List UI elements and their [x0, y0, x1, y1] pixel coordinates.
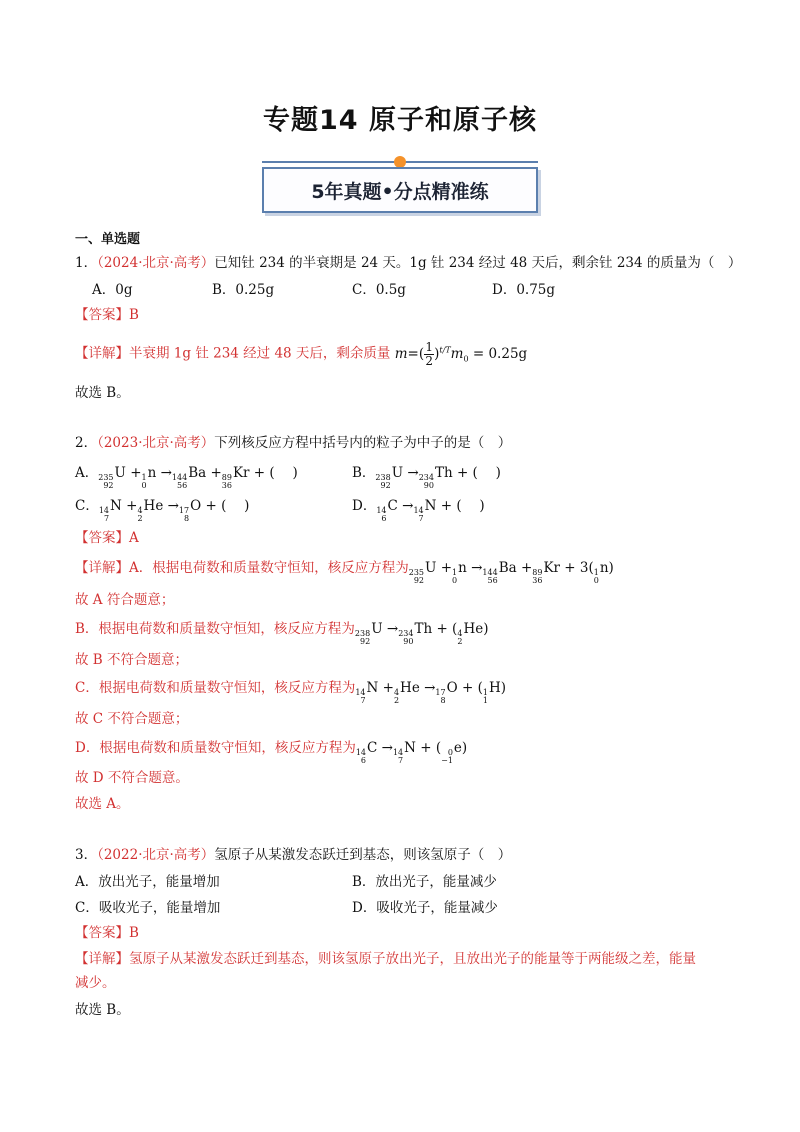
banner-label: 5年真题•分点精准练: [262, 167, 538, 213]
half-life-formula: m=( $\frac{1}{2}$ )$^{t/T}m_0 = 0.25g$: [394, 339, 528, 368]
detail-b-result: 故 B 不符合题意；: [75, 652, 189, 668]
option-a: A．0g: [92, 282, 133, 298]
answer: 【答案】A: [75, 530, 139, 546]
conclusion: 故选 B。: [75, 385, 130, 401]
question-number: 2．: [75, 435, 98, 451]
question-number: 1．: [75, 255, 98, 271]
option-b: B． 238 92 U → 234 90 Th + ( ): [352, 465, 501, 490]
detail-b: B．根据电荷数和质量数守恒知，核反应方程为 238 92 U → 234 90 Th + ( 4 2 He): [75, 621, 489, 646]
option-d: D．0.75g: [492, 282, 556, 298]
option-c: C．0.5g: [352, 282, 406, 298]
answer: 【答案】B: [75, 307, 139, 323]
option-b: B．0.25g: [212, 282, 275, 298]
section-title: 一、单选题: [75, 232, 141, 247]
option-a: A． 235 92 U + 1 0 n → 144 56 Ba + 89 36 Kr + ( ): [75, 465, 298, 490]
option-a: A．放出光子，能量增加: [75, 874, 220, 890]
detail-a: 【详解】A．根据电荷数和质量数守恒知，核反应方程为 235 92 U + 1 0 n → 144 56 Ba + 89 36 Kr + 3( 1 0 n): [75, 560, 614, 585]
option-c: C．吸收光子，能量增加: [75, 900, 221, 916]
option-c: C． 14 7 N + 4 2 He → 17 8 O + ( ): [75, 498, 250, 523]
question-number: 3．: [75, 847, 98, 863]
detail-text: 【详解】半衰期 1g 钍 234 经过 48 天后，剩余质量: [75, 345, 391, 362]
detail-c-result: 故 C 不符合题意；: [75, 711, 189, 727]
question-stem: 氢原子从某激发态跃迁到基态，则该氢原子（ ）: [214, 847, 512, 863]
option-d: D． 14 6 C → 14 7 N + ( ): [352, 498, 485, 523]
detail: [75, 340, 527, 369]
section-banner: [262, 154, 538, 214]
option-d: D．吸收光子，能量减少: [352, 900, 498, 916]
question-1: [75, 253, 741, 273]
question-stem: 已知钍 234 的半衰期是 24 天。1g 钍 234 经过 48 天后，剩余钍 234 的质量为（ ）: [214, 255, 742, 271]
conclusion: 故选 B。: [75, 1002, 130, 1018]
question-source: （2024·北京·高考）: [97, 255, 215, 271]
page-title: 专题14 原子和原子核: [263, 105, 537, 136]
question-source: （2023·北京·高考）: [97, 435, 215, 451]
detail-a-result: 故 A 符合题意；: [75, 592, 175, 608]
question-3: [75, 845, 511, 865]
conclusion: 故选 A。: [75, 796, 130, 812]
detail-d-result: 故 D 不符合题意。: [75, 770, 189, 786]
question-stem: 下列核反应方程中括号内的粒子为中子的是（ ）: [214, 435, 512, 451]
detail-c: C．根据电荷数和质量数守恒知，核反应方程为 14 7 N + 4 2 He → 17 8 O + ( 1 1 H): [75, 680, 506, 705]
answer: 【答案】B: [75, 925, 139, 941]
question-source: （2022·北京·高考）: [97, 847, 215, 863]
detail-line-2: 减少。: [75, 975, 116, 991]
detail-line-1: 【详解】氢原子从某激发态跃迁到基态，则该氢原子放出光子，且放出光子的能量等于两能级之差，能量: [75, 951, 696, 967]
question-2: [75, 433, 511, 453]
detail-d: D．根据电荷数和质量数守恒知，核反应方程为 14 6 C → 14 7 N + ( 0 −1 e): [75, 740, 468, 765]
option-b: B．放出光子，能量减少: [352, 874, 497, 890]
